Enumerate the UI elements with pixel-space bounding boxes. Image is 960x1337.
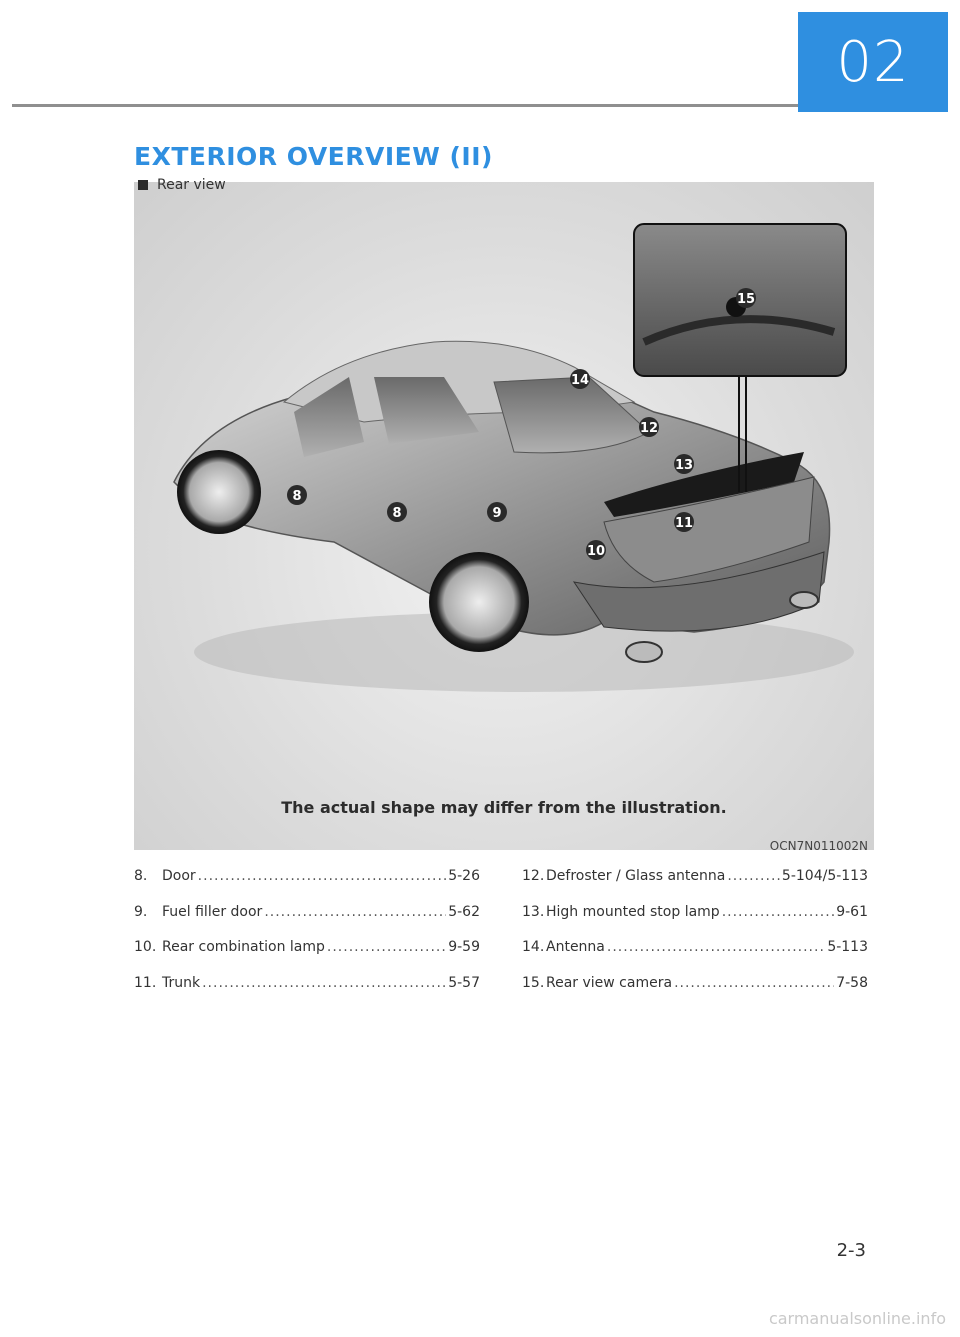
dot-leader bbox=[327, 939, 446, 955]
callout-label: 11 bbox=[674, 516, 694, 531]
car-drawing bbox=[134, 182, 874, 850]
item-label: Door bbox=[162, 868, 196, 884]
item-page-ref: 7-58 bbox=[836, 974, 868, 991]
watermark: carmanualsonline.info bbox=[768, 1309, 946, 1328]
dot-leader bbox=[674, 975, 834, 991]
list-item bbox=[134, 939, 480, 975]
item-label: Rear view camera bbox=[546, 974, 673, 991]
item-page-ref: 9-59 bbox=[448, 939, 480, 955]
list-item bbox=[522, 939, 868, 975]
rear-view-illustration bbox=[134, 182, 874, 850]
callout-label: 8 bbox=[392, 506, 402, 521]
dot-leader bbox=[202, 975, 446, 991]
item-number: 14. bbox=[522, 939, 545, 955]
item-number: 12. bbox=[522, 868, 545, 884]
square-bullet-icon bbox=[138, 180, 148, 190]
item-page-ref: 5-57 bbox=[448, 974, 480, 991]
dot-leader bbox=[727, 868, 780, 884]
callout-label: 14 bbox=[570, 373, 590, 388]
subsection-label: Rear view bbox=[157, 177, 226, 193]
callout-label: 13 bbox=[674, 458, 694, 473]
item-label: Fuel filler door bbox=[162, 903, 263, 920]
item-label: Rear combination lamp bbox=[162, 939, 325, 955]
list-item bbox=[522, 975, 868, 1011]
item-page-ref: 5-62 bbox=[448, 903, 480, 920]
item-label: Antenna bbox=[546, 939, 605, 955]
item-number: 15. bbox=[522, 974, 545, 991]
item-label: Defroster / Glass antenna bbox=[546, 868, 726, 884]
component-list-left bbox=[134, 868, 480, 1010]
component-list-right bbox=[522, 868, 868, 1010]
figure-caption: The actual shape may differ from the illustration. bbox=[281, 798, 727, 817]
callout-label: 12 bbox=[639, 421, 659, 436]
item-number: 9. bbox=[134, 903, 148, 920]
dot-leader bbox=[198, 868, 447, 884]
item-page-ref: 5-113 bbox=[827, 939, 868, 955]
list-item bbox=[134, 904, 480, 940]
item-label: Trunk bbox=[162, 974, 201, 991]
list-item bbox=[134, 975, 480, 1011]
item-number: 10. bbox=[134, 939, 157, 955]
item-page-ref: 5-26 bbox=[448, 868, 480, 884]
section-title: EXTERIOR OVERVIEW (II) bbox=[134, 142, 493, 171]
chapter-tab: 02 bbox=[798, 12, 948, 112]
subsection-heading bbox=[138, 177, 226, 193]
item-number: 13. bbox=[522, 903, 545, 920]
callout-label: 15 bbox=[736, 292, 756, 307]
item-page-ref: 9-61 bbox=[836, 903, 868, 920]
dot-leader bbox=[722, 904, 835, 920]
callout-label: 10 bbox=[586, 544, 606, 559]
item-page-ref: 5-104/5-113 bbox=[781, 868, 868, 884]
callout-label: 8 bbox=[292, 489, 302, 504]
figure-code: OCN7N011002N bbox=[769, 839, 868, 853]
dot-leader bbox=[264, 904, 446, 920]
page-number: 2-3 bbox=[836, 1240, 866, 1261]
dot-leader bbox=[607, 939, 825, 955]
callout-label: 9 bbox=[492, 506, 502, 521]
list-item bbox=[522, 868, 868, 904]
header-rule bbox=[12, 104, 798, 107]
item-number: 8. bbox=[134, 868, 148, 884]
rear-window bbox=[494, 377, 649, 453]
item-label: High mounted stop lamp bbox=[546, 903, 720, 920]
item-number: 11. bbox=[134, 974, 157, 991]
list-item bbox=[522, 904, 868, 940]
list-item bbox=[134, 868, 480, 904]
